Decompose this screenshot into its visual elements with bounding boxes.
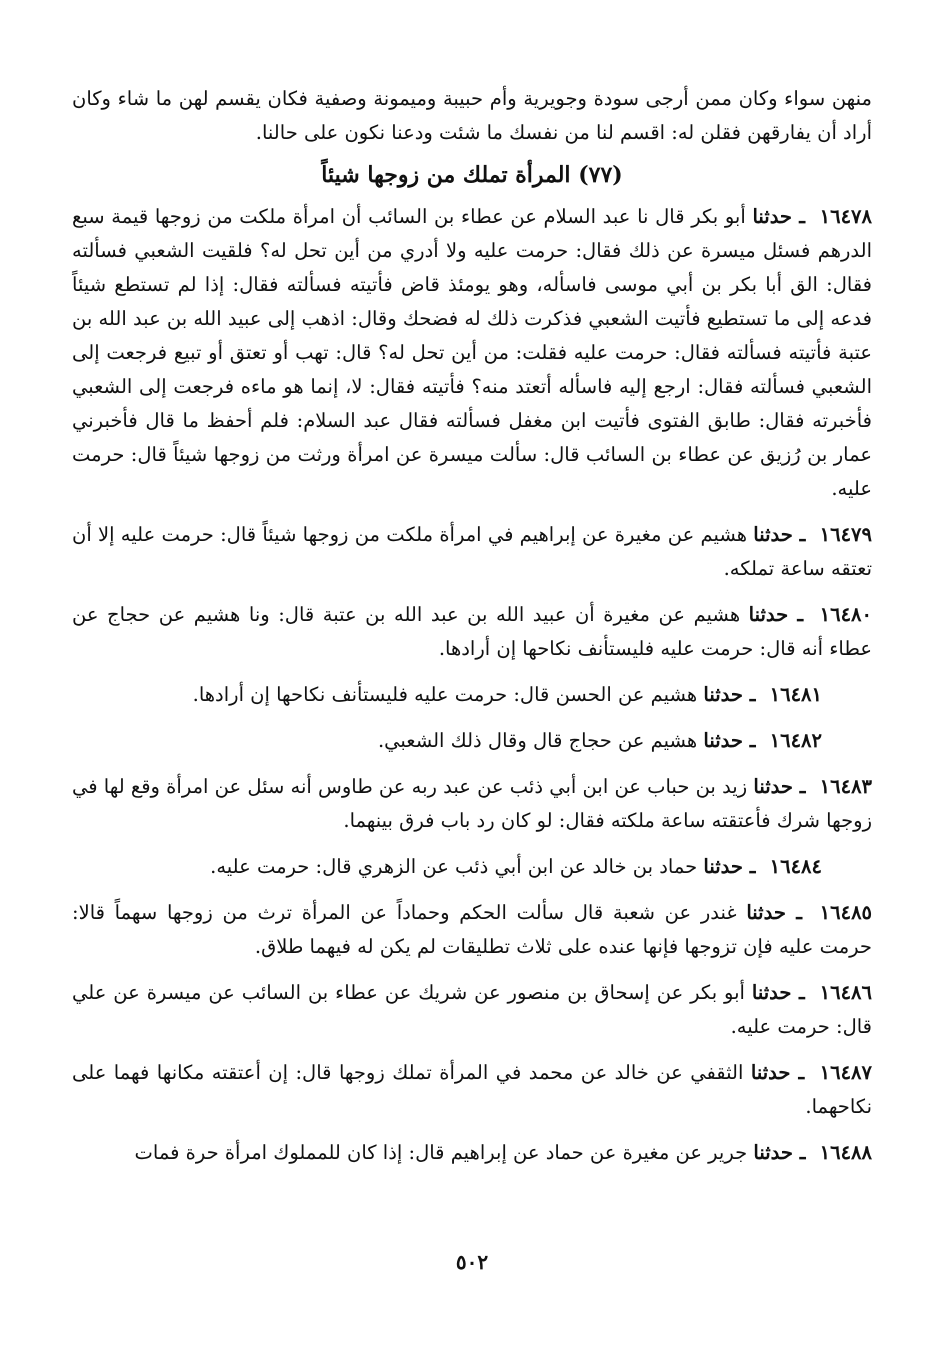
page-body	[72, 82, 872, 1182]
page-number: ٥٠٢	[455, 1250, 489, 1274]
hadith-lead: ـ حدثنا	[748, 603, 804, 626]
hadith-number: ١٦٤٨٨	[819, 1141, 872, 1164]
hadith-number: ١٦٤٨٢	[769, 729, 822, 752]
hadith-text: الثقفي عن خالد عن محمد في المرأة تملك زوجها قال: إن أعتقته مكانها فهما على نكاحهما.	[72, 1061, 872, 1118]
hadith-text: هشيم عن مغيرة عن إبراهيم في امرأة ملكت من زوجها شيئاً قال: حرمت عليه إلا أن تعتقه ساعة تملكه.	[72, 523, 872, 580]
hadith-16478	[72, 200, 872, 506]
hadith-16480	[72, 598, 872, 666]
hadith-lead: ـ حدثنا	[750, 1061, 805, 1084]
hadith-number: ١٦٤٧٩	[819, 523, 872, 546]
hadith-text: هشيم عن مغيرة أن عبيد الله بن عبد الله بن عتبة قال: ونا هشيم عن حجاج عن عطاء أنه قال: حرمت عليه فليستأنف نكاحها إن أرادها.	[72, 603, 872, 660]
hadith-number: ١٦٤٨٣	[819, 775, 873, 798]
hadith-text: حماد بن خالد عن ابن أبي ذئب عن الزهري قال: حرمت عليه.	[210, 855, 698, 878]
hadith-number: ١٦٤٨١	[769, 683, 822, 706]
hadith-number: ١٦٤٨٧	[819, 1061, 872, 1084]
hadith-lead: ـ حدثنا	[752, 205, 805, 228]
hadith-lead: ـ حدثنا	[703, 855, 756, 878]
hadith-lead: ـ حدثنا	[746, 901, 802, 924]
hadith-number: ١٦٤٨٦	[819, 981, 872, 1004]
hadith-lead: ـ حدثنا	[703, 729, 756, 752]
hadith-16479	[72, 518, 872, 586]
hadith-16484	[72, 850, 872, 884]
intro-paragraph: منهن سواء وكان ممن أرجى سودة وجويرية وأم حبيبة وميمونة وصفية فكان يقسم لهن ما شاء وكان أراد أن يفارقهن فقلن له: اقسم لنا من نفسك ما شئت ودعنا نكون على حالنا.	[72, 87, 872, 144]
hadith-16488	[72, 1136, 872, 1170]
chapter-heading: (٧٧) المرأة تملك من زوجها شيئاً	[321, 162, 623, 188]
hadith-lead: ـ حدثنا	[753, 775, 806, 798]
hadith-text: هشيم عن الحسن قال: حرمت عليه فليستأنف نكاحها إن أرادها.	[192, 683, 698, 706]
hadith-text: أبو بكر عن إسحاق بن منصور عن شريك عن عطاء بن السائب عن ميسرة عن علي قال: حرمت عليه.	[72, 981, 872, 1038]
hadith-16481	[72, 678, 872, 712]
hadith-text: زيد بن حباب عن ابن أبي ذئب عن عبد ربه عن طاوس أنه سئل عن امرأة وقع لها في زوجها شرك فأعتقته ساعة ملكته فقال: لو كان رد باب فرق بينهما.	[72, 775, 872, 832]
hadith-text: هشيم عن حجاج قال وقال ذلك الشعبي.	[377, 729, 698, 752]
hadith-16486	[72, 976, 872, 1044]
hadith-16483	[72, 770, 872, 838]
hadith-lead: ـ حدثنا	[751, 981, 805, 1004]
hadith-text: جرير عن مغيرة عن حماد عن إبراهيم قال: إذا كان للمملوك امرأة حرة فمات	[134, 1141, 748, 1164]
hadith-lead: ـ حدثنا	[753, 523, 806, 546]
hadith-number: ١٦٤٨٠	[819, 603, 873, 626]
hadith-number: ١٦٤٧٨	[819, 205, 872, 228]
hadith-16482	[72, 724, 872, 758]
hadith-lead: ـ حدثنا	[753, 1141, 806, 1164]
hadith-lead: ـ حدثنا	[703, 683, 756, 706]
hadith-number: ١٦٤٨٤	[769, 855, 822, 878]
hadith-text: غندر عن شعبة قال سألت الحكم وحماداً عن المرأة ترث من زوجها سهماً قالا: حرمت عليه فإن تزوجها فإنها عنده على ثلاث تطليقات لم يكن له فيهما طلاق.	[72, 901, 872, 958]
hadith-16485	[72, 896, 872, 964]
hadith-text: أبو بكر قال نا عبد السلام عن عطاء بن السائب أن امرأة ملكت من زوجها قيمة سبع الدرهم فسئل ميسرة عن ذلك فقال: حرمت عليه ولا أدري من أين تحل له؟ فلقيت الشعبي فسألته فقال: الق أبا بكر بن أبي موسى فاسأله، وهو يومئذ قاض فأتيته فسألته فقال: إذا لم تستطع شيئاً فدعه إلى ما تستطيع فأتيت الشعبي فذكرت ذلك له فضحك وقال: اذهب إلى عبيد الله بن عبد الله بن عتبة فأتيته فسألته فقال: حرمت عليه فقلت: من أين تحل له؟ قال: تهب أو تعتق أو تبيع فرجعت إلى الشعبي فسألته فقال: ارجع إليه فاسأله أتعتد منه؟ فأتيته فقال: لا، إنما هو ماءه فرجعت إلى الشعبي فأخبرته فقال: طابق الفتوى فأتيت ابن مغفل فسألته فقال عبد السلام: فلم أحفظ ما قال فأخبرني عمار بن رُزيق عن عطاء بن السائب قال: سألت ميسرة عن امرأة ورثت من زوجها شيئاً قال: حرمت عليه.	[72, 205, 872, 500]
hadith-number: ١٦٤٨٥	[819, 901, 873, 924]
hadith-16487	[72, 1056, 872, 1124]
